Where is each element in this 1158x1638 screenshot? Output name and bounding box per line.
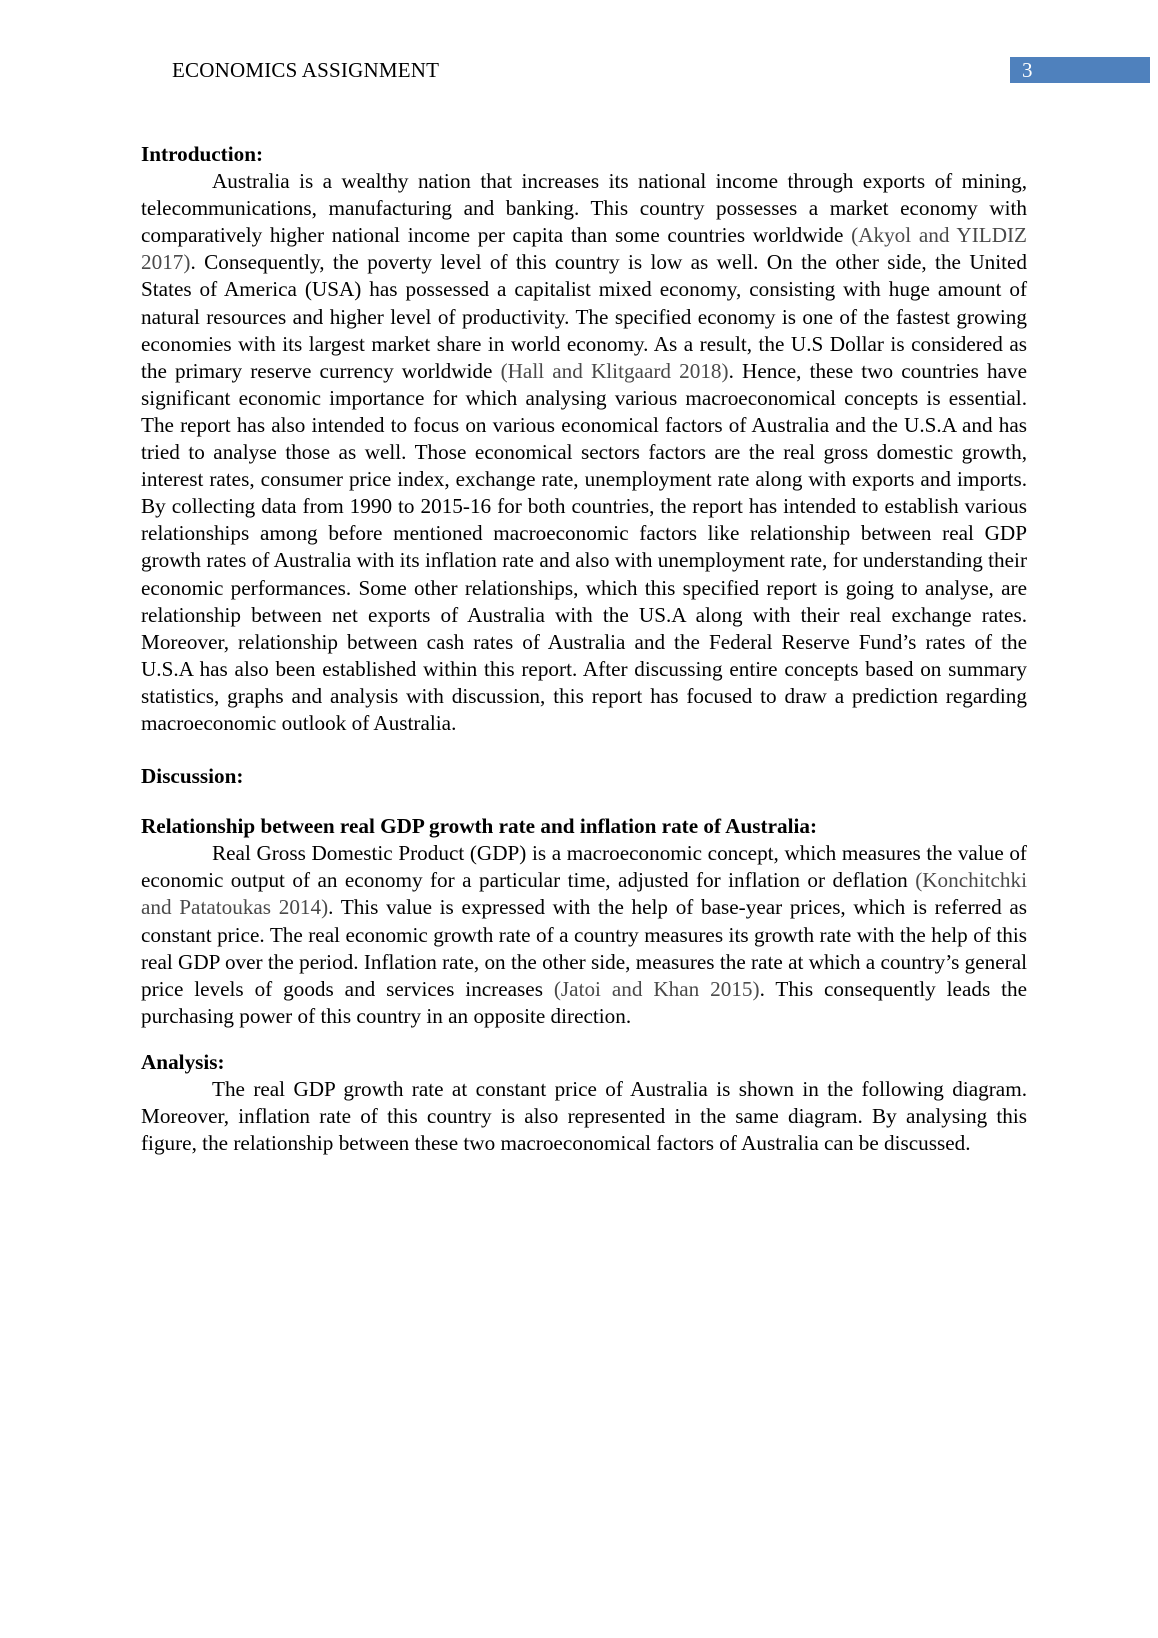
document-body <box>141 141 1027 1157</box>
analysis-text-1: The real GDP growth rate at constant price of Australia is shown in the following diagram. Moreover, inflation rate of this country is also represented in the same diagram. By analysing this figure, the relationship between these two macroeconomical factors of Australia can be discussed. <box>141 1077 1027 1156</box>
header-title: ECONOMICS ASSIGNMENT <box>172 58 440 82</box>
discussion-heading: Discussion: <box>141 764 244 789</box>
intro-text-1: Australia is a wealthy nation that increases its national income through exports of mining, telecommunications, manufacturing and banking. This country possesses a market economy with comparatively higher national income per capita than some countries worldwide <box>141 169 1027 248</box>
citation-jatoi-khan: (Jatoi and Khan 2015) <box>553 976 760 1001</box>
relationship-text-1: Real Gross Domestic Product (GDP) is a macroeconomic concept, which measures the value of economic output of an economy for a particular time, adjusted for inflation or deflation <box>141 841 1027 893</box>
page-number-badge: 3 <box>1010 57 1150 83</box>
citation-akyol-yildiz: (Akyol and YILDIZ 2017) <box>141 223 1027 275</box>
analysis-paragraph <box>141 1076 1027 1157</box>
relationship-heading: Relationship between real GDP growth rate and inflation rate of Australia: <box>141 814 818 839</box>
spacer <box>141 790 1027 813</box>
analysis-heading: Analysis: <box>141 1049 225 1074</box>
citation-hall-klitgaard: (Hall and Klitgaard 2018) <box>500 358 729 383</box>
intro-text-3: . Hence, these two countries have significant economic importance for which analysing various macroeconomical concepts is essential. The report has also intended to focus on various economical factors of Australia and the U.S.A and has tried to analyse those as well. Those economical sectors factors are the real gross domestic growth, interest rates, consumer price index, exchange rate, unemployment rate along with exports and imports. By collecting data from 1990 to 2015-16 for both countries, the report has intended to establish various relationships among before mentioned macroeconomic factors like relationship between real GDP growth rates of Australia with its inflation rate and also with unemployment rate, for understanding their economic performances. Some other relationships, which this specified report is going to analyse, are relationship between net exports of Australia with the US.A along with their real exchange rates. Moreover, relationship between cash rates of Australia and the Federal Reserve Fund’s rates of the U.S.A has also been established within this report. After discussing entire concepts based on summary statistics, graphs and analysis with discussion, this report has focused to draw a prediction regarding macroeconomic outlook of Australia. <box>141 358 1027 735</box>
relationship-text-2: . This value is expressed with the help of base-year prices, which is referred as constant price. The real economic growth rate of a country measures its growth rate with the help of this real GDP over the period. Inflation rate, on the other side, measures the rate at which a country’s general price levels of goods and services increases <box>141 895 1028 1001</box>
intro-text-2: . Consequently, the poverty level of this country is low as well. On the other side, the United States of America (USA) has possessed a capitalist mixed economy, consisting with huge amount of natural resources and higher level of productivity. The specified economy is one of the fastest growing economies with its largest market share in world economy. As a result, the U.S Dollar is considered as the primary reserve currency worldwide <box>141 250 1027 383</box>
citation-konchitchki-patatoukas: (Konchitchki and Patatoukas 2014) <box>141 868 1027 920</box>
relationship-text-3: . This consequently leads the purchasing power of this country in an opposite direction. <box>141 976 1027 1028</box>
introduction-paragraph <box>141 168 1027 737</box>
spacer <box>141 737 1027 763</box>
relationship-paragraph <box>141 840 1027 1030</box>
introduction-heading: Introduction: <box>141 142 264 166</box>
spacer <box>141 1030 1027 1049</box>
